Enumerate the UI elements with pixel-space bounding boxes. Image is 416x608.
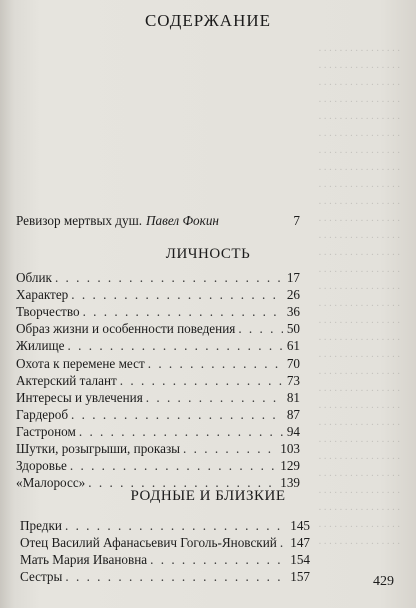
toc-entry-page: 36 <box>286 304 300 319</box>
toc-entry[interactable] <box>20 535 310 551</box>
toc-entry-label: Интересы и увлечения <box>16 390 143 405</box>
dot-leader <box>120 373 283 389</box>
dot-leader <box>71 287 283 303</box>
toc-entry-page: 154 <box>290 552 310 567</box>
toc-entry-label: Жилище <box>16 338 65 353</box>
dot-leader <box>65 518 287 534</box>
toc-entry-page: 157 <box>290 569 310 584</box>
dot-leader <box>238 321 283 337</box>
dot-leader <box>150 552 287 568</box>
toc-entry[interactable] <box>16 270 300 286</box>
page-number: 429 <box>373 574 394 589</box>
dot-leader <box>70 458 277 474</box>
dot-leader <box>83 304 283 320</box>
contents-title: СОДЕРЖАНИЕ <box>144 11 272 30</box>
toc-entry-page: 139 <box>280 475 300 490</box>
dot-leader <box>71 407 283 423</box>
toc-entry-label: Ревизор мертвых душ. <box>16 213 143 228</box>
toc-entry-page: 94 <box>286 424 300 439</box>
toc-entry-page: 103 <box>280 441 300 456</box>
toc-entry-page: 81 <box>286 390 300 405</box>
toc-entry-intro[interactable] <box>16 213 300 229</box>
toc-entry-label: Облик <box>16 270 52 285</box>
toc-entry-page: 70 <box>286 356 300 371</box>
toc-entry-page: 17 <box>286 270 300 285</box>
toc-entry-label: Гастроном <box>16 424 76 439</box>
dot-leader <box>55 270 283 286</box>
toc-entry-page: 145 <box>290 518 310 533</box>
toc-entry[interactable] <box>16 458 300 474</box>
toc-entry[interactable] <box>16 373 300 389</box>
toc-entry[interactable] <box>16 338 300 354</box>
toc-entry[interactable] <box>20 569 310 585</box>
dot-leader <box>183 441 277 457</box>
dot-leader <box>65 569 287 585</box>
section-title-personality: ЛИЧНОСТЬ <box>165 246 251 262</box>
toc-entry-label: Сестры <box>20 569 63 584</box>
toc-entry-label: «Малоросс» <box>16 475 86 490</box>
toc-entry-label: Отец Василий Афанасьевич Гоголь-Яновский <box>20 535 277 550</box>
dot-leader <box>146 390 283 406</box>
toc-entry-label: Актерский талант <box>16 373 117 388</box>
toc-entry-label: Характер <box>16 287 69 302</box>
toc-entry-page: 73 <box>286 373 300 388</box>
toc-entry-page: 147 <box>290 535 310 550</box>
toc-entry-label: Мать Мария Ивановна <box>20 552 148 567</box>
toc-entry[interactable] <box>16 390 300 406</box>
toc-entry-page: 87 <box>286 407 300 422</box>
toc-entry-author: Павел Фокин <box>146 213 219 228</box>
section-title-family: РОДНЫЕ И БЛИЗКИЕ <box>130 488 286 504</box>
toc-entry-page: 129 <box>280 458 300 473</box>
toc-entry[interactable] <box>16 407 300 423</box>
toc-entry-label: Здоровье <box>16 458 67 473</box>
toc-entry-label: Гардероб <box>16 407 69 422</box>
toc-entry-label: Образ жизни и особенности поведения <box>16 321 236 336</box>
toc-entry[interactable] <box>16 441 300 457</box>
toc-entry-label: Шутки, розыгрыши, проказы <box>16 441 181 456</box>
toc-entry[interactable] <box>16 304 300 320</box>
toc-entry-page: 50 <box>286 321 300 336</box>
dot-leader <box>79 424 283 440</box>
bleed-through-texture: . . . . . . . . . . . . . . . . . . . . . . . . . . . . . . . . . . . . . . . . . . . . . . . . . . . . . . . . . . . . . . . . . . . . . . . . . . . . . . . . . . . . . . . . . . . . . . . . . . . . . . . . . . . . . . . . . . . . . . . . . . . . . . . . . . . . . . . . . . . . . . . . . . . . . . . . . . . . . . . . . . . . . . . . . . . . . . . . . . . . . . . . . . . . . . . . . . . . . . . . . . . . . . . . . . . . . . . . . . . . . . . . . . . . . . . . . . . . . . . . . . . . . . . . . . . . . . . . . . . . . . . . . . . . . . . . . . . . . . . . . . . . . . . . . . . . . . . . . . . . . . . . . . . . . . . . . . . . . . . . . . . . . . . . . . . . . . . . . . . . . . . . . . . . . . . . . . . . . . . . . . . . . . . . . . . . . . . . . . . . . . . . . . . . . . . . . . . . . . . . . . . . . . . . . . . . . . . . . . . . . . . . . . . . . . . . . . . . . . . . . . . . . . . . . . . . . . . . . . . . . . . . . . . . . . . . . . . . . . . . <box>318 43 400 547</box>
dot-leader <box>280 535 287 551</box>
dot-leader <box>148 356 283 372</box>
toc-entry-label: Охота к перемене мест <box>16 356 145 371</box>
toc-entry-label: Предки <box>20 518 62 533</box>
toc-entry[interactable] <box>16 321 300 337</box>
toc-entry-page: 7 <box>293 213 300 228</box>
dot-leader <box>68 338 283 354</box>
toc-entry[interactable] <box>20 518 310 534</box>
toc-entry[interactable] <box>16 356 300 372</box>
toc-entry-page: 26 <box>286 287 300 302</box>
toc-entry[interactable] <box>20 552 310 568</box>
toc-entry-label: Творчество <box>16 304 80 319</box>
toc-entry[interactable] <box>16 424 300 440</box>
toc-entry-page: 61 <box>286 338 300 353</box>
toc-entry[interactable] <box>16 287 300 303</box>
